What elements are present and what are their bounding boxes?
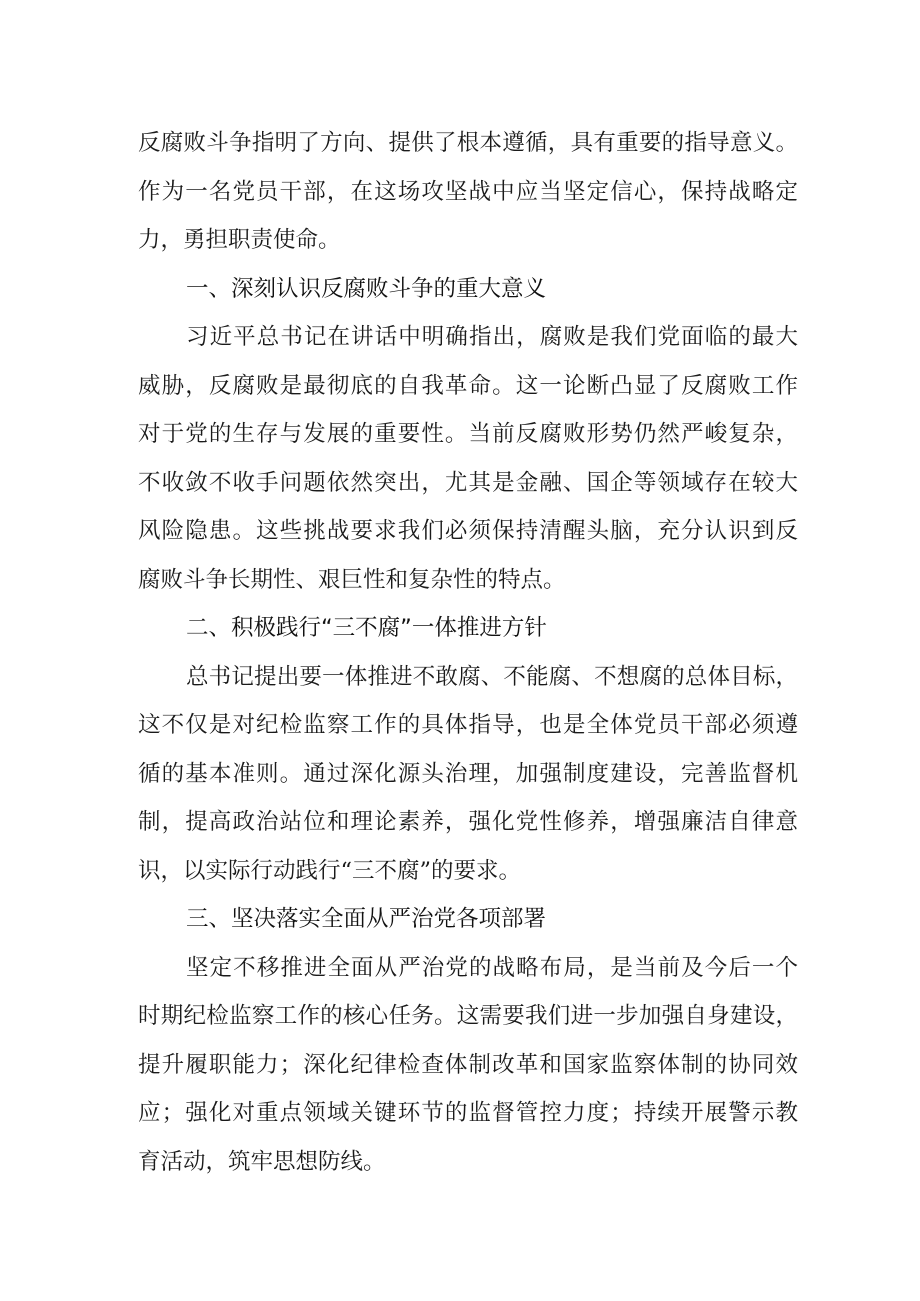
text-line: 坚定不移推进全面从严治党的战略布局，是当前及今后一个 <box>186 954 798 981</box>
text-line: 育活动，筑牢思想防线。 <box>138 1148 386 1175</box>
section-3 <box>138 895 798 1186</box>
text-line: 应；强化对重点领域关键环节的监督管控力度；持续开展警示教 <box>138 1100 798 1126</box>
section-heading: 三、坚决落实全面从严治党各项部署 <box>186 906 547 932</box>
text-line: 时期纪检监察工作的核心任务。这需要我们进一步加强自身建设， <box>138 1003 798 1029</box>
text-line: 识，以实际行动践行“三不腐”的要求。 <box>138 857 522 884</box>
text-line: 习近平总书记在讲话中明确指出，腐败是我们党面临的最大 <box>186 324 798 350</box>
document-body <box>138 119 798 1186</box>
text-line: 制，提高政治站位和理论素养，强化党性修养，增强廉洁自律意 <box>138 809 798 835</box>
text-line: 总书记提出要一体推进不敢腐、不能腐、不想腐的总体目标， <box>186 663 798 690</box>
text-line: 对于党的生存与发展的重要性。当前反腐败形势仍然严峻复杂， <box>138 421 798 447</box>
section-2 <box>138 604 798 895</box>
section-1 <box>138 265 798 605</box>
intro-paragraph <box>138 119 798 265</box>
text-line: 反腐败斗争指明了方向、提供了根本遵循，具有重要的指导意义。 <box>138 130 798 156</box>
text-line: 作为一名党员干部，在这场攻坚战中应当坚定信心，保持战略定 <box>138 178 798 205</box>
text-line: 循的基本准则。通过深化源头治理，加强制度建设，完善监督机 <box>138 760 798 787</box>
text-line: 不收敛不收手问题依然突出，尤其是金融、国企等领域存在较大 <box>138 469 798 496</box>
text-line: 这不仅是对纪检监察工作的具体指导，也是全体党员干部必须遵 <box>138 712 798 738</box>
section-heading: 二、积极践行“三不腐”一体推进方针 <box>186 615 547 641</box>
text-line: 风险隐患。这些挑战要求我们必须保持清醒头脑，充分认识到反 <box>138 518 798 544</box>
text-line: 提升履职能力；深化纪律检查体制改革和国家监察体制的协同效 <box>138 1051 798 1078</box>
text-line: 力，勇担职责使命。 <box>138 227 341 253</box>
section-heading: 一、深刻认识反腐败斗争的重大意义 <box>186 275 547 302</box>
text-line: 腐败斗争长期性、艰巨性和复杂性的特点。 <box>138 566 566 593</box>
text-line: 威胁，反腐败是最彻底的自我革命。这一论断凸显了反腐败工作 <box>138 372 798 399</box>
